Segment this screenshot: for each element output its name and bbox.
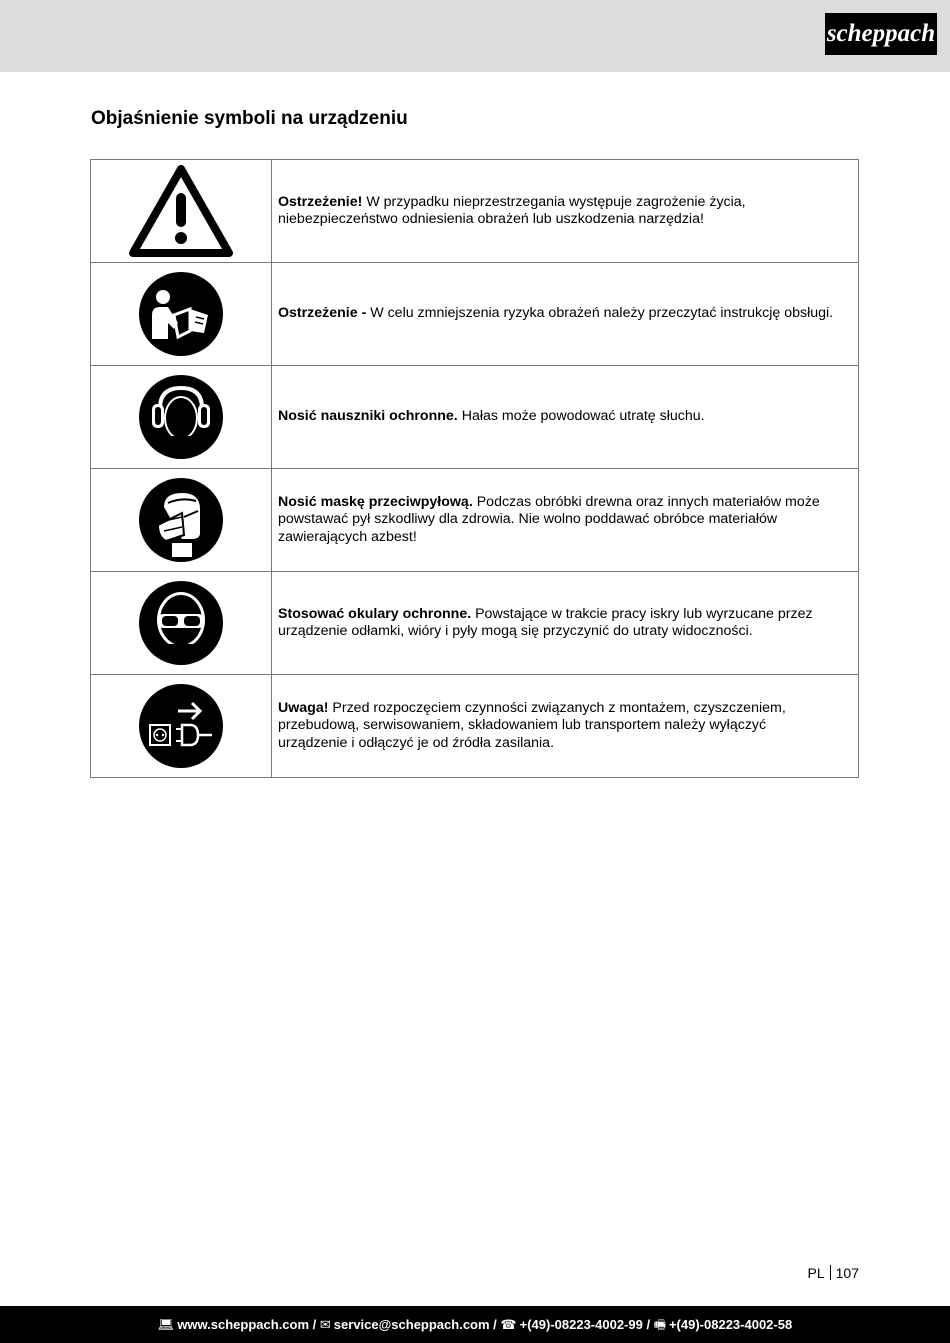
fax-icon: 🖷︎ — [653, 1317, 666, 1332]
page-lang: PL — [807, 1265, 825, 1281]
read-manual-icon — [138, 271, 224, 357]
page-number-value: 107 — [835, 1265, 859, 1281]
ear-protection-icon — [138, 374, 224, 460]
table-row — [91, 675, 859, 778]
brand-logo: scheppach — [825, 13, 937, 55]
footer-email[interactable]: service@scheppach.com / — [333, 1317, 497, 1332]
table-row — [91, 160, 859, 263]
unplug-icon — [138, 683, 224, 769]
page-number — [808, 1265, 859, 1281]
footer-bar — [0, 1306, 950, 1343]
header-band — [0, 0, 950, 72]
row-bold-label: Uwaga! — [278, 699, 329, 716]
computer-icon: 💻︎ — [157, 1317, 175, 1332]
row-bold-label: Nosić nauszniki ochronne. — [278, 408, 458, 425]
table-row — [91, 263, 859, 366]
row-bold-label: Stosować okulary ochronne. — [278, 605, 472, 622]
row-bold-label: Ostrzeżenie! — [278, 193, 363, 210]
table-row — [91, 366, 859, 469]
page-separator — [830, 1265, 831, 1280]
row-description: Powstające w trakcie pracy iskry lub wyrzucane przez urządzenie odłamki, wióry i pyły mogą się przyczynić do utraty widoczności. — [278, 605, 813, 639]
warning-triangle-icon — [129, 165, 233, 257]
table-row — [91, 572, 859, 675]
page-title: Objaśnienie symboli na urządzeniu — [91, 108, 408, 129]
footer-phone: +(49)-08223-4002-99 / — [519, 1317, 651, 1332]
row-bold-label: Ostrzeżenie - — [278, 305, 367, 322]
safety-goggles-icon — [138, 580, 224, 666]
symbols-table — [90, 159, 859, 778]
dust-mask-icon — [138, 477, 224, 563]
footer-fax: +(49)-08223-4002-58 — [668, 1317, 793, 1332]
row-description: Podczas obróbki drewna oraz innych materiałów może powstawać pył szkodliwy dla zdrowia. Nie wolno poddawać obróbce materiałów zawierających azbest! — [278, 493, 820, 545]
footer-website[interactable]: www.scheppach.com / — [177, 1317, 317, 1332]
phone-icon: ☎ — [500, 1317, 517, 1332]
row-description: W celu zmniejszenia ryzyka obrażeń należy przeczytać instrukcję obsługi. — [366, 305, 834, 322]
row-description: Przed rozpoczęciem czynności związanych z montażem, czyszczeniem, przebudową, serwisowaniem, składowaniem lub transportem należy wyłączyć urządzenie i odłączyć je od źródła zasilania. — [278, 699, 786, 751]
row-description: Hałas może powodować utratę słuchu. — [457, 408, 705, 425]
mail-icon: ✉︎ — [319, 1317, 331, 1332]
table-row — [91, 469, 859, 572]
row-bold-label: Nosić maskę przeciwpyłową. — [278, 493, 473, 510]
row-description: W przypadku nieprzestrzegania występuje zagrożenie życia, niebezpieczeństwo odniesienia obrażeń lub uszkodzenia narzędzia! — [278, 193, 746, 227]
